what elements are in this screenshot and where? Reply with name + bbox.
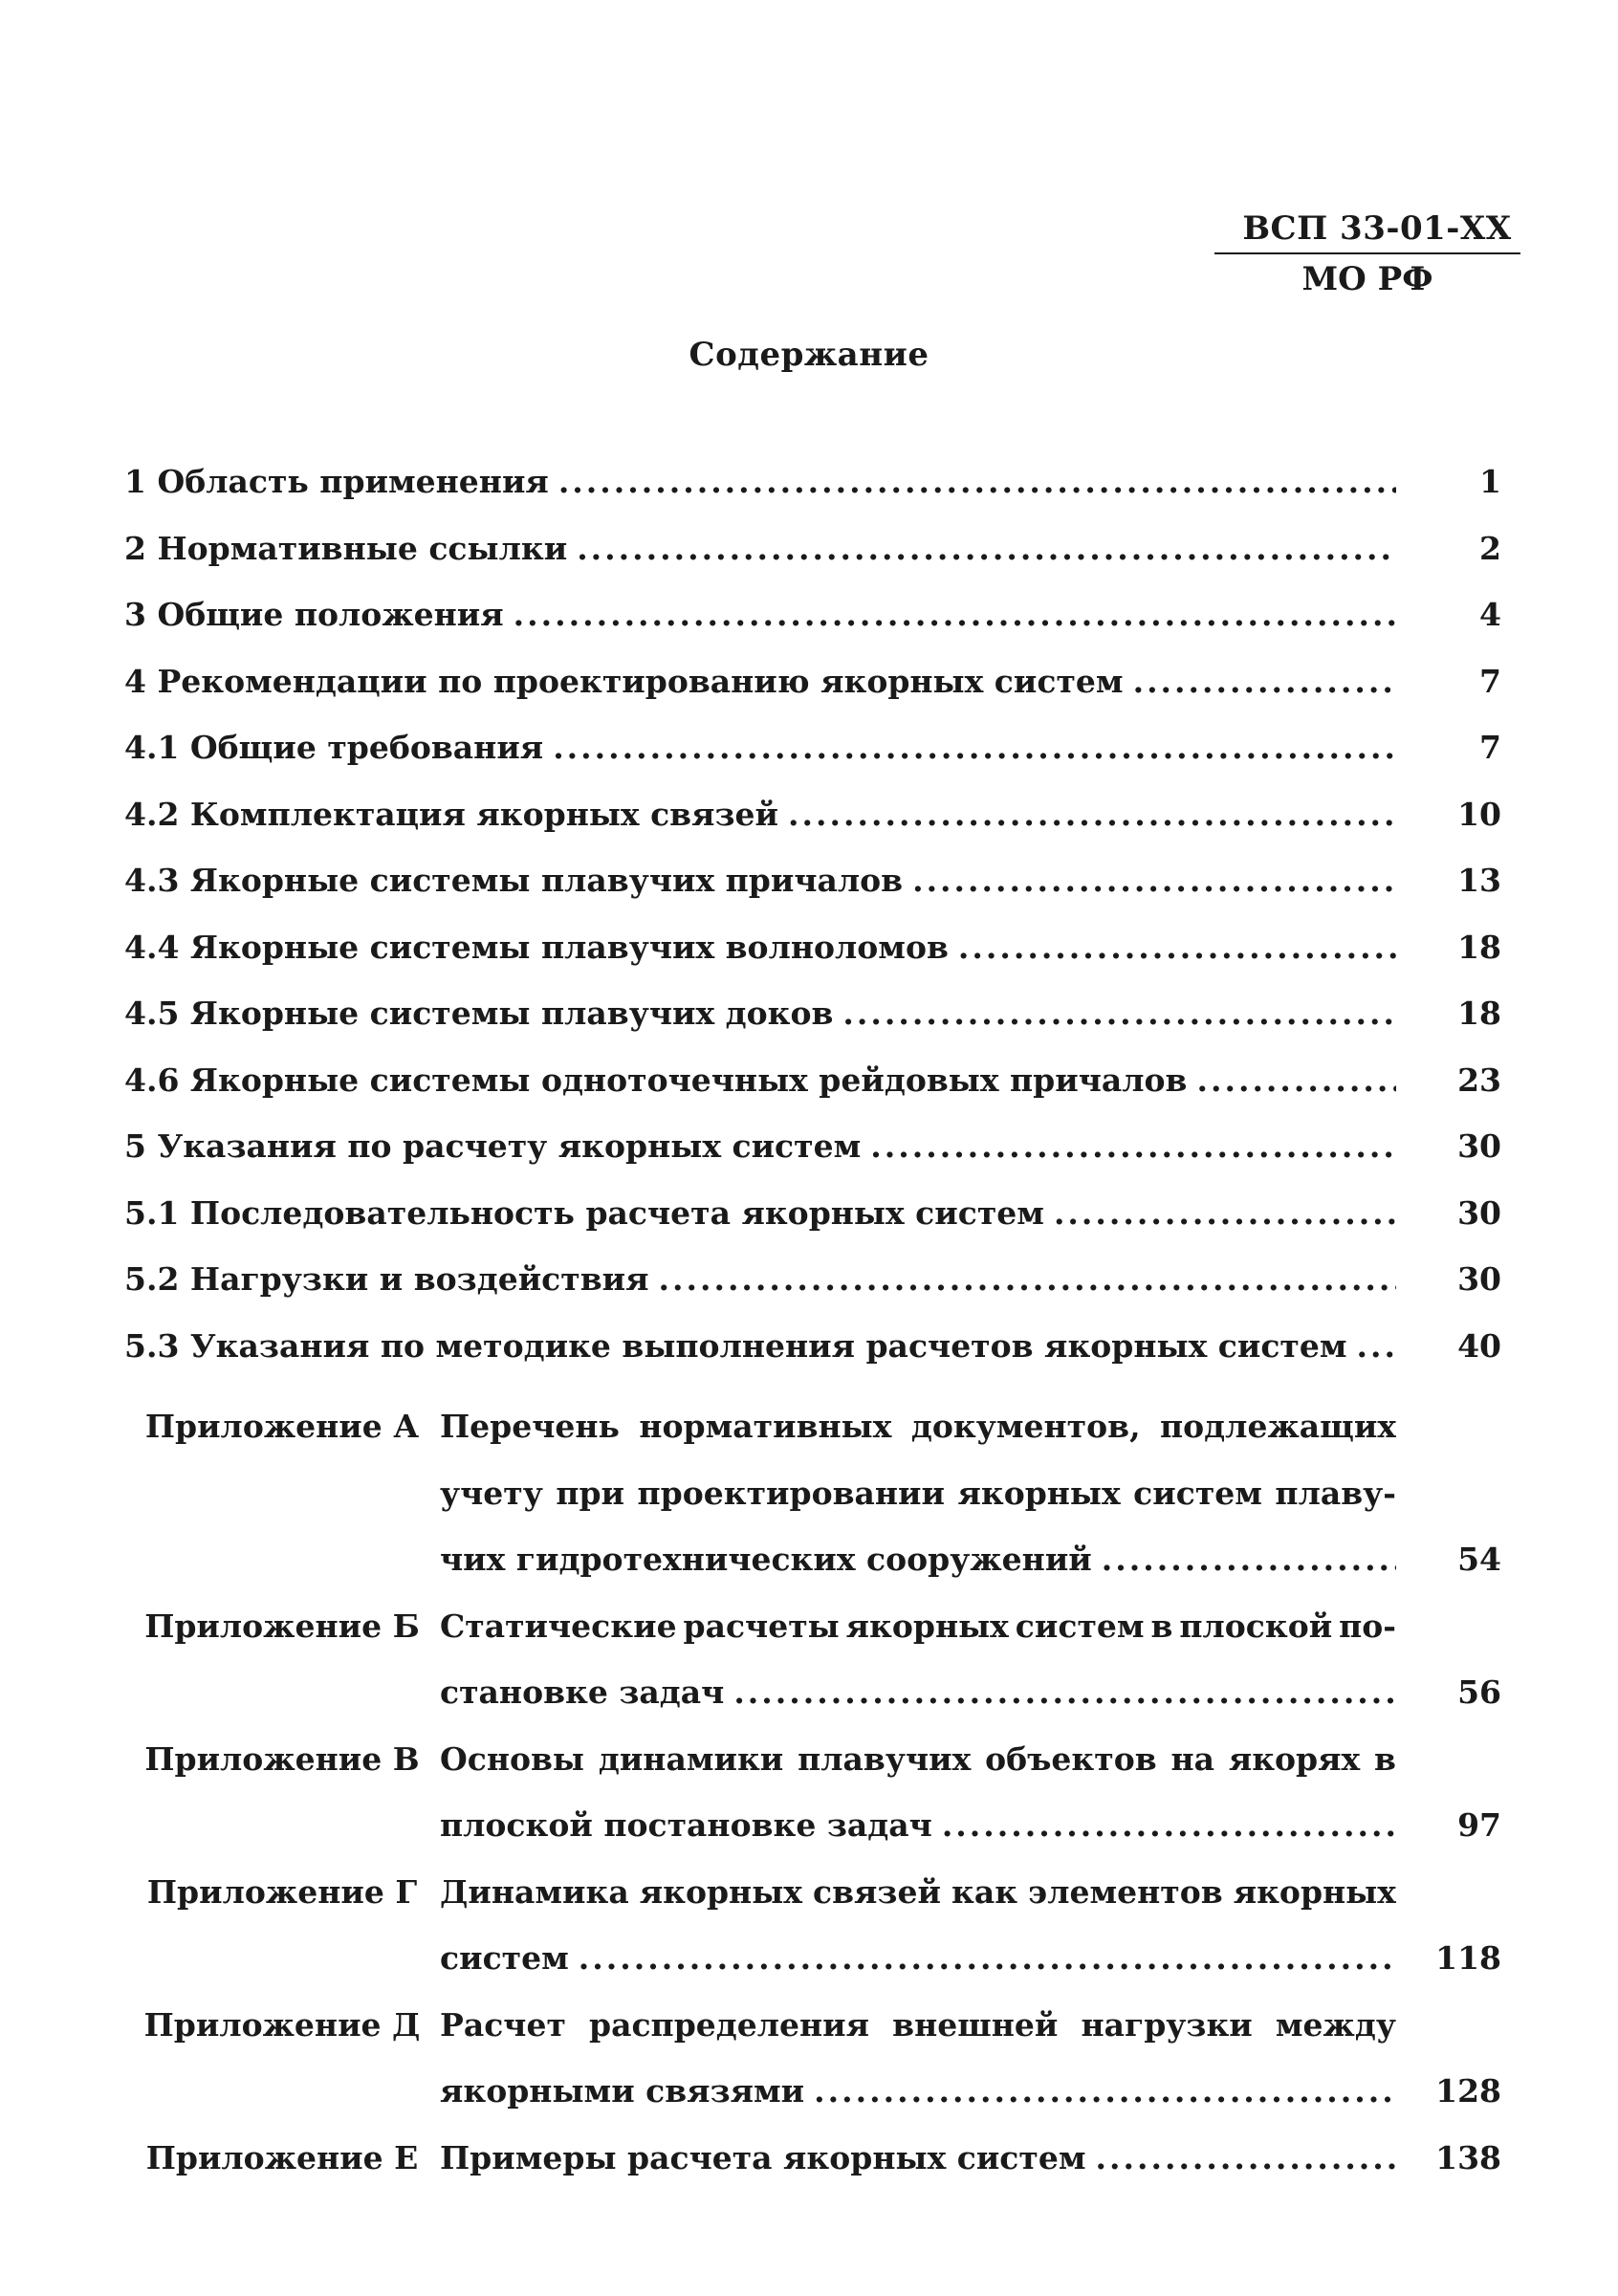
appendix-title — [440, 1393, 1396, 1593]
toc-entry[interactable] — [124, 530, 1501, 597]
toc-entry-text: 3 Общие положения — [124, 596, 504, 633]
toc-appendix-entry[interactable] — [124, 1393, 1501, 1593]
word: распределения — [589, 2005, 870, 2044]
appendix-page: 54 — [1457, 1541, 1501, 1578]
word: систем — [1015, 1607, 1145, 1645]
document-header — [1214, 207, 1520, 300]
word: элементов — [1028, 1872, 1223, 1911]
word: расчеты — [683, 1607, 840, 1645]
appendix-title-text: якорными связями — [440, 2072, 805, 2110]
word: по- — [1339, 1607, 1396, 1645]
toc-entry-label — [124, 1061, 1396, 1100]
toc-entry[interactable] — [124, 862, 1501, 929]
toc-appendix-entry[interactable] — [124, 1593, 1501, 1726]
toc-leader-dots — [788, 796, 1396, 834]
appendix-title-last-line — [440, 2058, 1396, 2125]
word: Перечень — [440, 1408, 620, 1445]
toc-leader-dots — [1096, 2125, 1396, 2192]
toc-entry[interactable] — [124, 1260, 1501, 1327]
toc-leader-dots — [1133, 663, 1396, 701]
appendix-title-text: Примеры расчета якорных систем — [440, 2138, 1086, 2176]
toc-entry-label — [124, 1260, 1396, 1299]
word: якорных — [957, 1474, 1121, 1512]
toc-leader-dots — [659, 1260, 1397, 1299]
toc-entry[interactable] — [124, 729, 1501, 796]
toc-title: Содержание — [689, 336, 929, 374]
document-code: ВСП 33-01-XX — [1242, 209, 1512, 248]
toc-leader-dots — [1196, 1061, 1396, 1100]
toc-entry-text: 5.2 Нагрузки и воздействия — [124, 1260, 649, 1298]
word: учету — [440, 1474, 543, 1512]
toc-entry-page: 30 — [1457, 1193, 1501, 1232]
toc-entry-label — [124, 463, 1396, 501]
toc-entry-text: 5 Указания по расчету якорных систем — [124, 1127, 862, 1165]
toc-entry-page: 2 — [1479, 529, 1501, 567]
toc-entry-label — [124, 663, 1396, 701]
appendix-page: 97 — [1457, 1806, 1501, 1844]
appendix-page: 118 — [1435, 1939, 1501, 1977]
toc-entry-label — [124, 1194, 1396, 1233]
toc-leader-dots — [814, 2058, 1396, 2125]
word: между — [1275, 2005, 1396, 2044]
toc-entry[interactable] — [124, 463, 1501, 530]
toc-appendix-entry[interactable] — [124, 2125, 1501, 2192]
toc-leader-dots — [1054, 1194, 1396, 1233]
word: внешней — [892, 2005, 1059, 2044]
appendix-title-line — [440, 1726, 1396, 1793]
word: объектов — [985, 1739, 1157, 1778]
word: как — [951, 1872, 1018, 1911]
appendix-title — [440, 2125, 1396, 2192]
toc-leader-dots — [942, 1792, 1396, 1859]
toc-entry-text: 5.1 Последовательность расчета якорных систем — [124, 1193, 1044, 1232]
toc-entry-text: 4.1 Общие требования — [124, 729, 544, 766]
toc-entry-page: 18 — [1457, 928, 1501, 966]
appendix-label: Приложение Д — [143, 2005, 421, 2044]
toc-entry[interactable] — [124, 663, 1501, 730]
appendix-title-line — [440, 1460, 1396, 1527]
toc-entry-label — [124, 995, 1396, 1033]
toc-leader-dots — [842, 995, 1396, 1033]
appendix-title-last-line — [440, 1792, 1396, 1859]
appendix-label: Приложение Е — [145, 2138, 419, 2176]
word: Динамика — [440, 1872, 629, 1911]
toc-entry[interactable] — [124, 995, 1501, 1061]
toc-leader-dots — [958, 929, 1396, 967]
toc-entry-label — [124, 729, 1396, 767]
word: Основы — [440, 1739, 585, 1778]
appendix-title — [440, 1726, 1396, 1859]
toc-entry-page: 1 — [1479, 463, 1501, 500]
toc-entry-label — [124, 862, 1396, 900]
word: якорных — [845, 1607, 1009, 1645]
toc-entry-text: 4.6 Якорные системы одноточечных рейдовых причалов — [124, 1061, 1188, 1099]
word: систем — [1133, 1474, 1262, 1512]
toc-entry-page: 4 — [1479, 596, 1501, 633]
appendix-page: 128 — [1435, 2072, 1501, 2110]
appendix-label: Приложение А — [144, 1408, 420, 1445]
word: в — [1150, 1607, 1173, 1645]
toc-entry-text: 5.3 Указания по методике выполнения расчетов якорных систем — [124, 1326, 1347, 1365]
word: нагрузки — [1081, 2005, 1253, 2044]
toc-leader-dots — [553, 729, 1396, 767]
word: плаву- — [1275, 1474, 1396, 1512]
toc-leader-dots — [1102, 1526, 1396, 1593]
toc-entry-text: 4 Рекомендации по проектированию якорных систем — [124, 662, 1124, 700]
appendix-title-last-line — [440, 1925, 1396, 1992]
word: динамики — [598, 1739, 784, 1778]
appendix-label: Приложение В — [144, 1739, 420, 1778]
toc-leader-dots — [912, 862, 1396, 900]
toc-appendix-entry[interactable] — [124, 1992, 1501, 2125]
word: подлежащих — [1160, 1408, 1396, 1445]
toc-entry[interactable] — [124, 1061, 1501, 1128]
appendix-title-line — [440, 1992, 1396, 2059]
word: при — [556, 1474, 625, 1512]
appendix-title — [440, 1992, 1396, 2125]
word: связей — [813, 1872, 941, 1911]
word: плоской — [1179, 1607, 1333, 1645]
toc-entry-label — [124, 530, 1396, 568]
toc-entry-label — [124, 1127, 1396, 1166]
toc-appendix-entry[interactable] — [124, 1726, 1501, 1859]
header-rule — [1214, 252, 1520, 254]
toc-entry[interactable] — [124, 1327, 1501, 1394]
word: Статические — [440, 1607, 677, 1645]
toc-leader-dots — [514, 596, 1396, 634]
toc-appendix-entry[interactable] — [124, 1859, 1501, 1992]
appendix-title-line — [440, 1859, 1396, 1926]
toc-entry-text: 4.5 Якорные системы плавучих доков — [124, 995, 834, 1032]
appendix-title-line — [440, 1393, 1396, 1460]
toc-entry[interactable] — [124, 796, 1501, 863]
appendix-title — [440, 1593, 1396, 1726]
toc-entry-text: 1 Область применения — [124, 463, 549, 500]
appendix-title-line — [440, 1593, 1396, 1660]
toc-entry-page: 18 — [1457, 995, 1501, 1032]
appendix-title-text: плоской постановке задач — [440, 1806, 932, 1844]
toc-entry-label — [124, 796, 1396, 834]
toc-entry-page: 23 — [1457, 1061, 1501, 1099]
word: плавучих — [798, 1739, 972, 1778]
appendix-title-last-line — [440, 1526, 1396, 1593]
appendix-title-last-line — [440, 1659, 1396, 1726]
toc-entry-text: 4.4 Якорные системы плавучих волноломов — [124, 928, 949, 966]
word: якорях — [1228, 1739, 1361, 1778]
toc-entry[interactable] — [124, 1127, 1501, 1194]
document-organization: МО РФ — [1301, 260, 1433, 298]
appendix-title-text: систем — [440, 1939, 569, 1977]
word: на — [1170, 1739, 1215, 1778]
toc-entry-page: 30 — [1457, 1260, 1501, 1298]
toc-entry-label — [124, 1327, 1396, 1366]
appendix-page: 138 — [1435, 2138, 1501, 2176]
toc-entry-text: 4.2 Комплектация якорных связей — [124, 795, 779, 833]
word: якорных — [1233, 1872, 1396, 1911]
toc-entry-page: 10 — [1457, 795, 1501, 833]
appendix-page: 56 — [1457, 1673, 1501, 1711]
toc-entry-page: 7 — [1479, 729, 1501, 766]
appendix-title — [440, 1859, 1396, 1992]
word: нормативных — [639, 1408, 892, 1445]
toc-entry-page: 13 — [1457, 862, 1501, 899]
word: якорных — [639, 1872, 802, 1911]
toc-leader-dots — [1357, 1327, 1396, 1366]
appendix-label: Приложение Б — [144, 1607, 420, 1645]
toc-leader-dots — [558, 463, 1396, 501]
toc-entry-page: 7 — [1479, 662, 1501, 700]
table-of-contents — [124, 463, 1501, 2191]
toc-entry-text: 4.3 Якорные системы плавучих причалов — [124, 862, 904, 899]
word: проектировании — [637, 1474, 946, 1512]
toc-entry[interactable] — [124, 929, 1501, 995]
toc-entry[interactable] — [124, 596, 1501, 663]
appendix-label: Приложение Г — [146, 1872, 418, 1911]
appendix-title-text: становке задач — [440, 1673, 725, 1711]
toc-leader-dots — [733, 1659, 1396, 1726]
toc-leader-dots — [577, 530, 1396, 568]
toc-entry[interactable] — [124, 1194, 1501, 1261]
word: документов, — [910, 1408, 1141, 1445]
toc-entry-label — [124, 929, 1396, 967]
word: Расчет — [440, 2005, 566, 2044]
toc-leader-dots — [579, 1925, 1396, 1992]
toc-leader-dots — [870, 1127, 1396, 1166]
toc-entry-page: 40 — [1457, 1326, 1501, 1365]
appendix-title-last-line — [440, 2125, 1396, 2192]
toc-entry-label — [124, 596, 1396, 634]
toc-entry-text: 2 Нормативные ссылки — [124, 529, 568, 567]
toc-entry-page: 30 — [1457, 1127, 1501, 1165]
appendix-title-text: чих гидротехнических сооружений — [440, 1541, 1092, 1578]
word: в — [1374, 1739, 1396, 1778]
